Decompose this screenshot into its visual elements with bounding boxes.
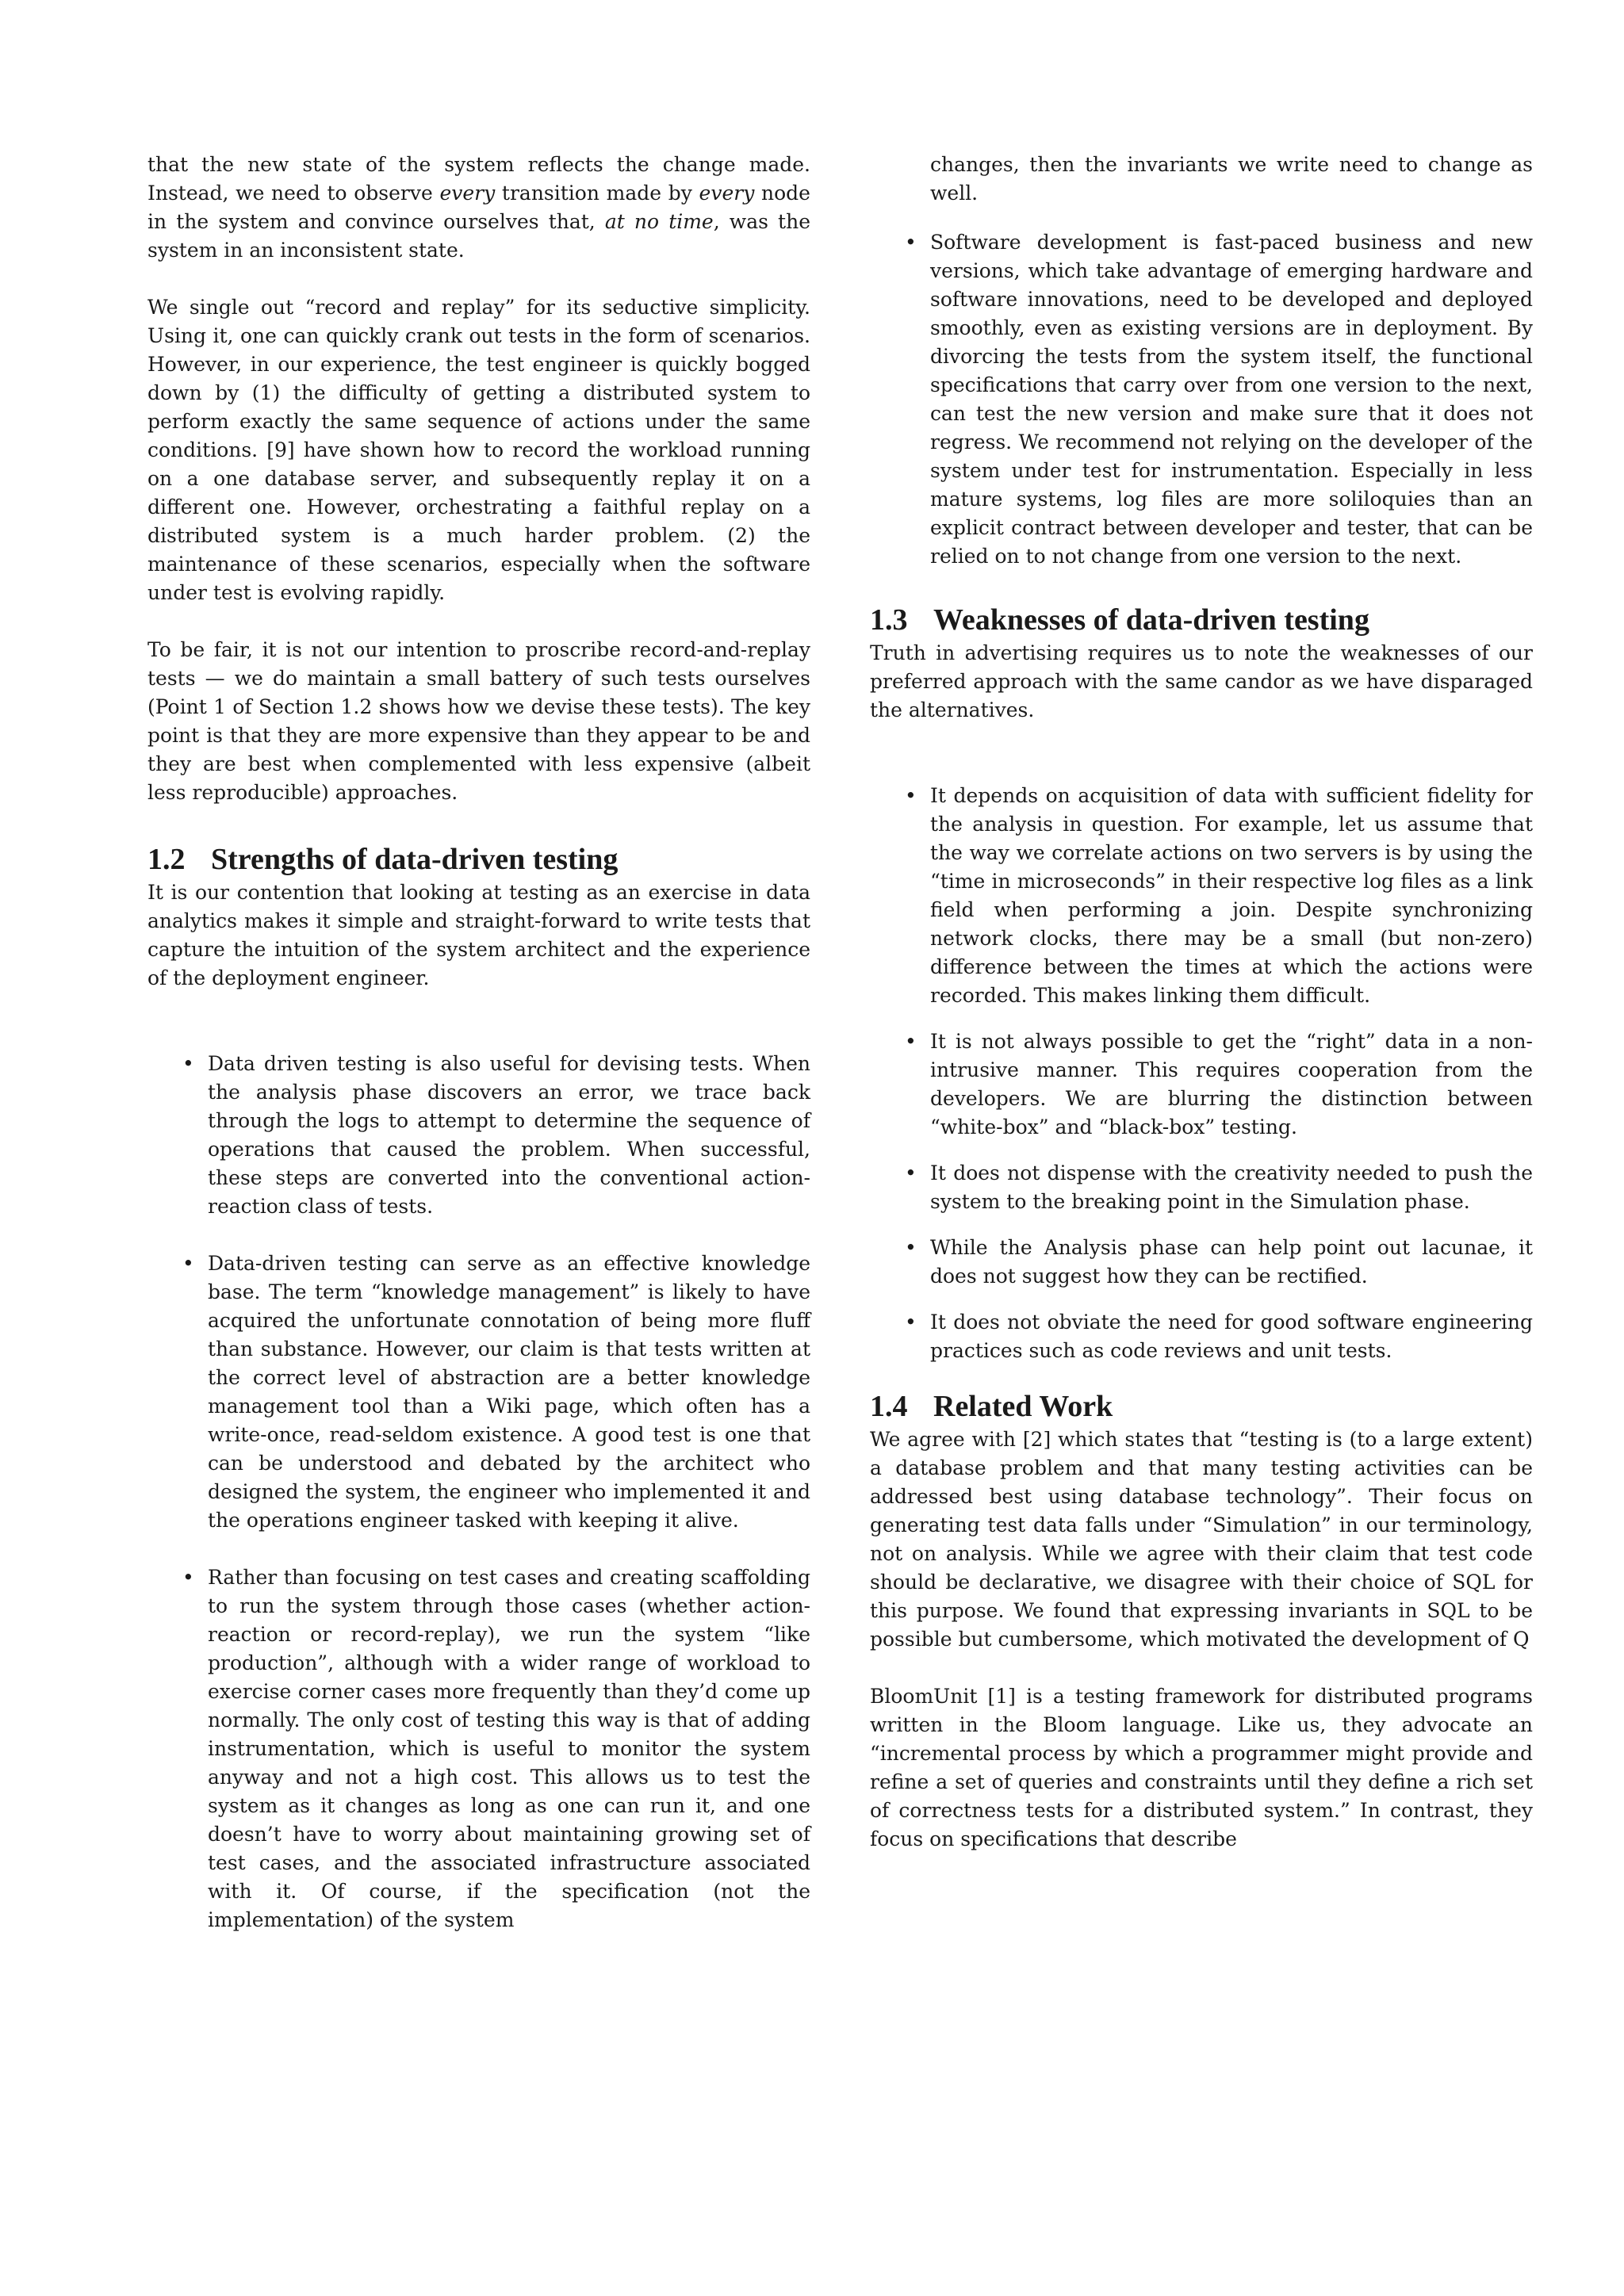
section-title: Related Work [933, 1390, 1113, 1423]
list-item-text: Rather than focusing on test cases and creating scaffolding to run the system through those cases (whether action-reaction or record-replay), we run the system “like production”, although with a wider range of workload to exercise corner cases more frequently than they’d come up normally. The only cost of testing this way is that of adding instrumentation, which is useful to monitor the system anyway and not a high cost. This allows us to test the system as it changes as long as one can run it, and one doesn’t have to worry about maintaining growing set of test cases, and the associated infrastructure associated with it. Of course, if the specification (not the implementation) of the system [208, 1566, 810, 1931]
bullet-list [147, 1050, 810, 1934]
list-item-text: Data-driven testing can serve as an effective knowledge base. The term “knowledge management” is likely to have acquired the unfortunate connotation of being more fluff than substance. However, our claim is that tests written at the correct level of abstraction are a better knowledge management tool than a Wiki page, which often has a write-once, read-seldom existence. A good test is one that can be understood and debated by the architect who designed the system, the engineer who implemented it and the operations engineer tasked with keeping it alive. [208, 1252, 810, 1532]
bullet-icon: • [905, 784, 917, 807]
left-column [147, 151, 810, 1963]
section-heading-1-4 [870, 1389, 1533, 1424]
bullet-icon: • [905, 231, 917, 254]
bullet-list [870, 782, 1533, 1365]
list-item-text: Data driven testing is also useful for devising tests. When the analysis phase discovers an error, we trace back through the logs to attempt to determine the sequence of operations that caused the problem. When successful, these steps are converted into the conventional action-reaction class of tests. [208, 1052, 810, 1218]
paragraph: It is our contention that looking at testing as an exercise in data analytics makes it simple and straight-forward to write tests that capture the intuition of the system architect and the experience of the deployment engineer. [147, 881, 810, 989]
list-item [147, 1563, 810, 1934]
bullet-icon: • [905, 1236, 917, 1259]
list-item-text: It depends on acquisition of data with sufficient fidelity for the analysis in question. For example, let us assume that the way we correlate actions on two servers is by using the “time in microseconds” in their respective log files as a link field when performing a join. Despite synchronizing network clocks, there may be a small (but non-zero) difference between the times at which the actions were recorded. This makes linking them difficult. [930, 784, 1533, 1007]
list-item [870, 1027, 1533, 1142]
list-item-text: It does not dispense with the creativity needed to push the system to the breaking point in the Simulation phase. [930, 1161, 1533, 1213]
bullet-icon: • [182, 1566, 194, 1589]
paragraph: We agree with [2] which states that “testing is (to a large extent) a database problem and that many testing activities can be addressed best using database technology”. Their focus on generating test data falls under “Simulation” in our terminology, not on analysis. While we agree with their claim that test code should be declarative, we disagree with their choice of SQL for this purpose. We found that expressing invariants in SQL to be possible but cumbersome, which motivated the development of Q [870, 1428, 1533, 1651]
section-number: 1.3 [870, 603, 908, 637]
list-item [870, 228, 1533, 571]
list-item-text: It is not always possible to get the “right” data in a non-intrusive manner. This requires cooperation from the developers. We are blurring the distinction between “white-box” and “black-box” testing. [930, 1030, 1533, 1138]
section-heading-1-3 [870, 603, 1533, 637]
section-heading-1-2 [147, 842, 810, 877]
paragraph: To be fair, it is not our intention to proscribe record-and-replay tests — we do maintain a small battery of such tests ourselves (Point 1 of Section 1.2 shows how we devise these tests). The key point is that they are more expensive than they appear to be and they are best when complemented with less expensive (albeit less reproducible) approaches. [147, 638, 810, 804]
bullet-icon: • [905, 1311, 917, 1334]
bullet-icon: • [182, 1052, 194, 1075]
right-column [870, 151, 1533, 1882]
list-item [147, 1249, 810, 1535]
bullet-icon: • [905, 1030, 917, 1053]
section-title: Weaknesses of data-driven testing [933, 603, 1369, 637]
section-number: 1.2 [147, 843, 186, 876]
paragraph: BloomUnit [1] is a testing framework for distributed programs written in the Bloom language. Like us, they advocate an “incremental process by which a programmer might provide and refine a set of queries and constraints until they define a rich set of correctness tests for a distributed system.” In contrast, they focus on specifications that describe [870, 1685, 1533, 1850]
list-item [870, 782, 1533, 1010]
paragraph: We single out “record and replay” for its seductive simplicity. Using it, one can quickly crank out tests in the form of scenarios. However, in our experience, the test engineer is quickly bogged down by (1) the difficulty of getting a distributed system to perform exactly the same sequence of actions under the same conditions. [9] have shown how to record the workload running on a one database server, and subsequently replay it on a different one. However, orchestrating a faithful replay on a distributed system is a much harder problem. (2) the maintenance of these scenarios, especially when the software under test is evolving rapidly. [147, 296, 810, 604]
list-item [870, 1308, 1533, 1365]
list-item-continued [870, 151, 1533, 208]
list-item-text: It does not obviate the need for good software engineering practices such as code reviews and unit tests. [930, 1311, 1533, 1362]
paragraph: that the new state of the system reflects the change made. Instead, we need to observe every transition made by every node in the system and convince ourselves that, at no time, was the system in an inconsistent state. [147, 153, 810, 262]
section-number: 1.4 [870, 1390, 908, 1423]
section-title: Strengths of data-driven testing [211, 843, 619, 876]
list-item-text: While the Analysis phase can help point out lacunae, it does not suggest how they can be rectified. [930, 1236, 1533, 1288]
paragraph: Truth in advertising requires us to note the weaknesses of our preferred approach with the same candor as we have disparaged the alternatives. [870, 641, 1533, 721]
list-item-text: changes, then the invariants we write need to change as well. [930, 153, 1533, 205]
bullet-icon: • [905, 1161, 917, 1184]
bullet-icon: • [182, 1252, 194, 1275]
list-item [870, 1159, 1533, 1216]
list-item [147, 1050, 810, 1221]
list-item [870, 1234, 1533, 1291]
list-item-text: Software development is fast-paced business and new versions, which take advantage of emerging hardware and software innovations, need to be developed and deployed smoothly, even as existing versions are in deployment. By divorcing the tests from the system itself, the functional specifications that carry over from one version to the next, can test the new version and make sure that it does not regress. We recommend not relying on the developer of the system under test for instrumentation. Especially in less mature systems, log files are more soliloquies than an explicit contract between developer and tester, that can be relied on to not change from one version to the next. [930, 231, 1533, 568]
bullet-list [870, 151, 1533, 571]
